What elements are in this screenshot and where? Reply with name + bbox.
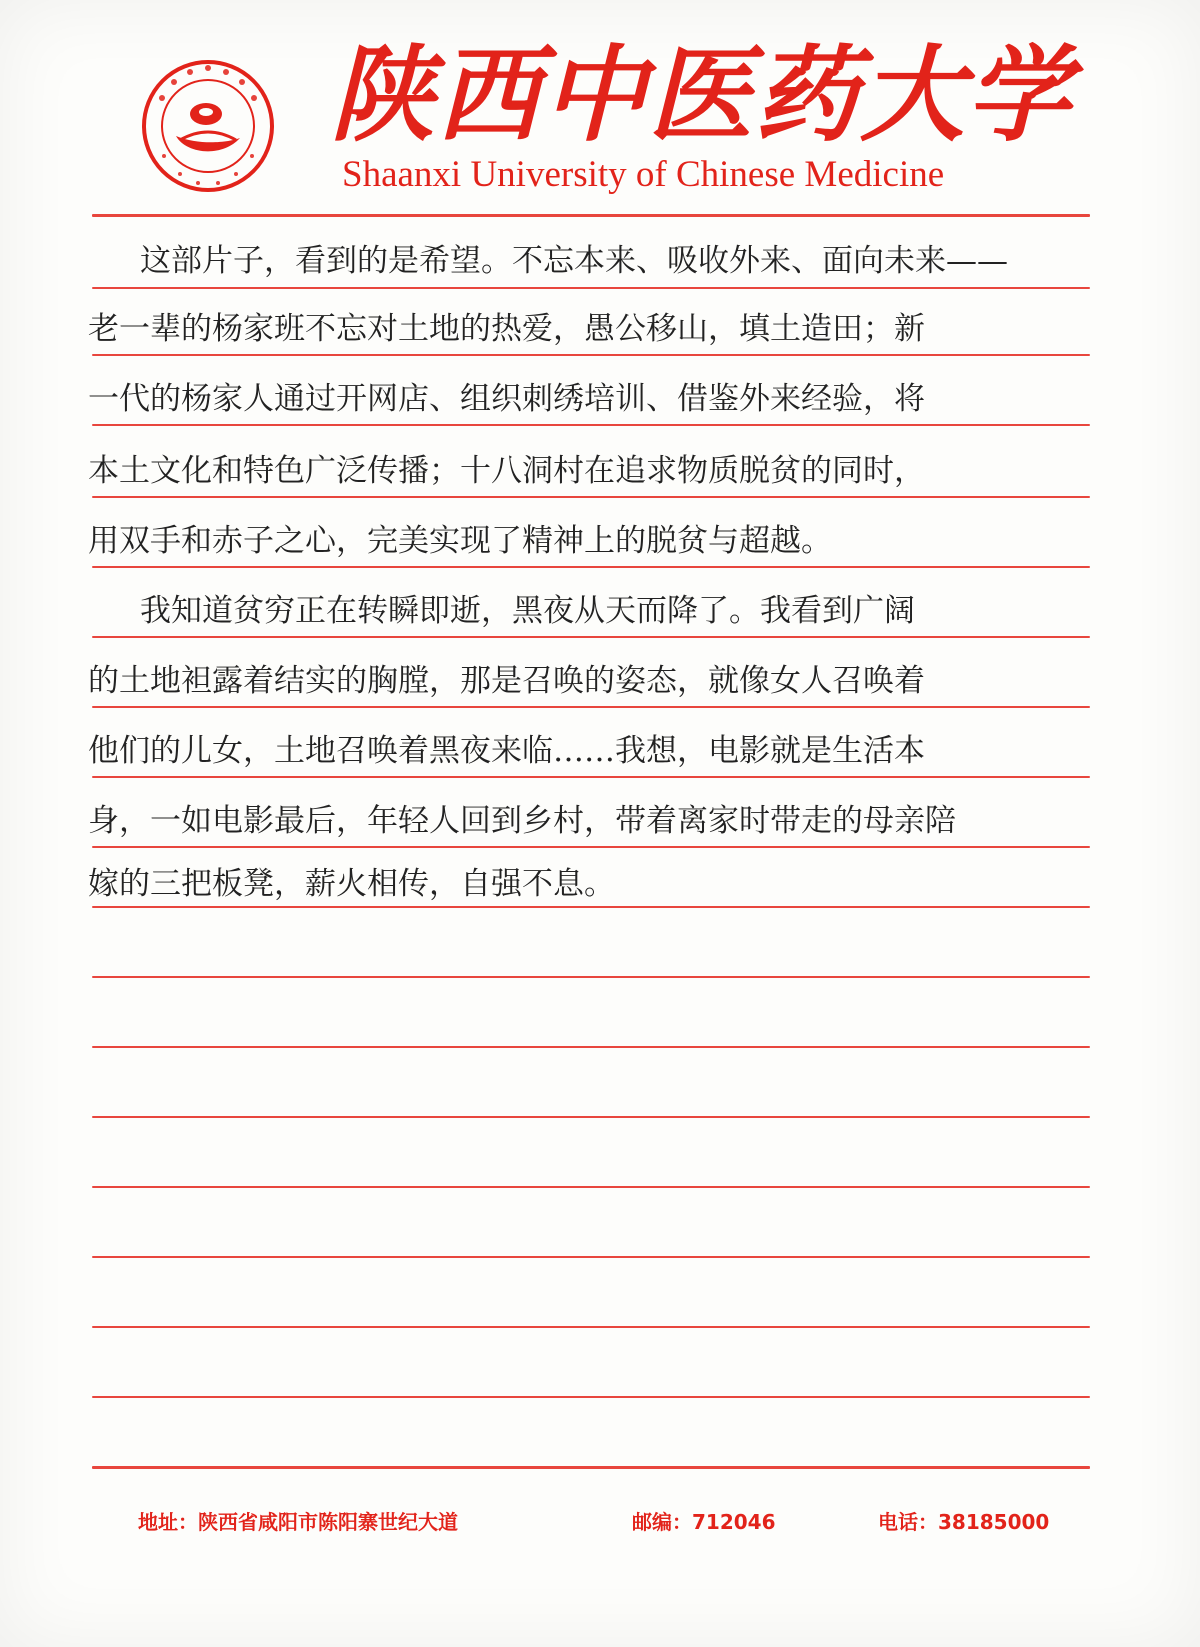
paragraph-line: 一代的杨家人通过开网店、组织刺绣培训、借鉴外来经验，将 xyxy=(88,381,925,417)
ruled-line xyxy=(92,354,1090,356)
ruled-line xyxy=(92,424,1090,426)
footer-phone: 电话：38185000 xyxy=(878,1510,1050,1534)
paragraph-line: 这部片子，看到的是希望。不忘本来、吸收外来、面向未来—— xyxy=(140,243,1008,279)
school-name-en: Shaanxi University of Chinese Medicine xyxy=(342,154,945,195)
footer-postcode: 邮编：712046 xyxy=(632,1510,776,1534)
paragraph-line: 身，一如电影最后，年轻人回到乡村，带着离家时带走的母亲陪 xyxy=(88,803,956,839)
paragraph-line: 本土文化和特色广泛传播；十八洞村在追求物质脱贫的同时， xyxy=(88,453,925,489)
paragraph-line: 他们的儿女，土地召唤着黑夜来临……我想，电影就是生活本 xyxy=(88,733,925,769)
ruled-line xyxy=(92,976,1090,978)
paragraph-line: 用双手和赤子之心，完美实现了精神上的脱贫与超越。 xyxy=(88,523,832,559)
school-name-cn: 陕西中医药大学 xyxy=(330,33,1073,156)
paragraph-line: 的土地袒露着结实的胸膛，那是召唤的姿态，就像女人召唤着 xyxy=(88,663,925,699)
paragraph-line: 我知道贫穷正在转瞬即逝，黑夜从天而降了。我看到广阔 xyxy=(140,593,915,629)
ruled-line xyxy=(92,566,1090,568)
ruled-line xyxy=(92,706,1090,708)
ruled-line xyxy=(92,1046,1090,1048)
paragraph-line: 老一辈的杨家班不忘对土地的热爱，愚公移山，填土造田；新 xyxy=(88,311,925,347)
ruled-line xyxy=(92,496,1090,498)
ruled-line xyxy=(92,1186,1090,1188)
footer-address: 地址：陕西省咸阳市陈阳寨世纪大道 xyxy=(138,1510,458,1534)
footer-divider xyxy=(92,1466,1090,1469)
header-divider xyxy=(92,214,1090,217)
paragraph-line: 嫁的三把板凳，薪火相传，自强不息。 xyxy=(88,866,615,902)
ruled-line xyxy=(92,1326,1090,1328)
ruled-line xyxy=(92,636,1090,638)
ruled-line xyxy=(92,776,1090,778)
ruled-line xyxy=(92,846,1090,848)
ruled-line xyxy=(92,1116,1090,1118)
university-seal-icon xyxy=(140,58,276,194)
ruled-line xyxy=(92,1396,1090,1398)
letterhead xyxy=(0,0,1200,220)
ruled-line xyxy=(92,1256,1090,1258)
ruled-line xyxy=(92,287,1090,289)
